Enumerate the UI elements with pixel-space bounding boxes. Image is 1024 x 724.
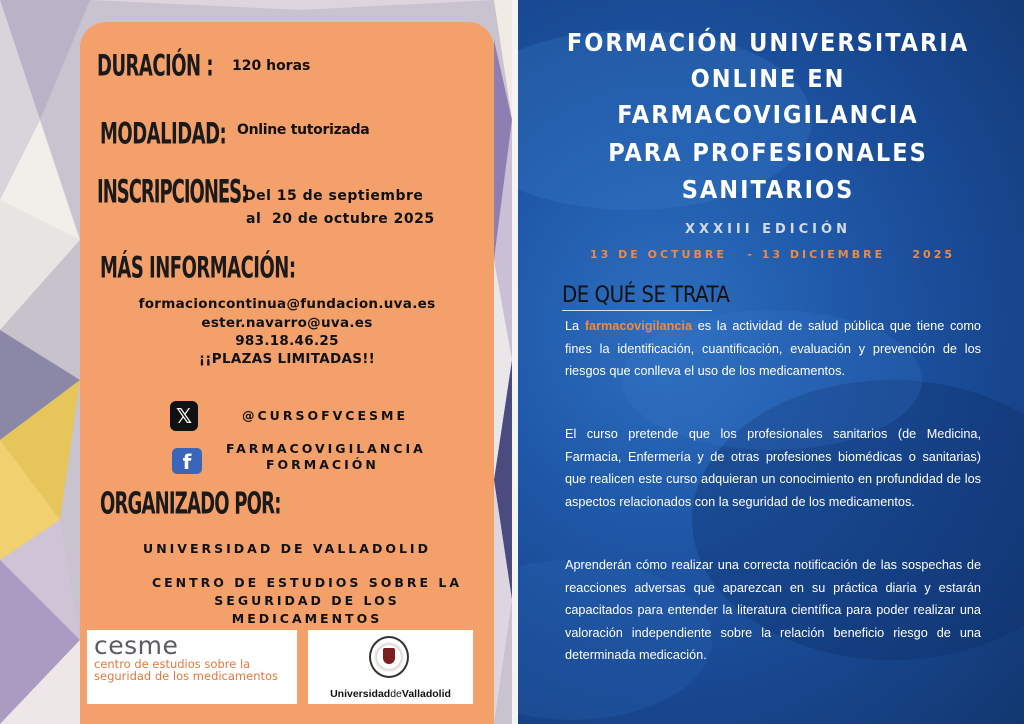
course-title-line3: FARMACOVIGILANCIA xyxy=(617,100,919,129)
inscripciones-line2: al 20 de octubre 2025 xyxy=(246,211,435,227)
course-dates: 13 DE OCTUBRE - 13 DICIEMBRE 2025 xyxy=(590,248,956,261)
uva-seal-icon xyxy=(369,636,409,678)
email-primary[interactable]: formacioncontinua@fundacion.uva.es xyxy=(138,296,436,312)
facebook-page-line2[interactable]: FORMACIÓN xyxy=(266,457,379,472)
cesme-logo-sub2: seguridad de los medicamentos xyxy=(94,669,279,683)
description-paragraph-3: Aprenderán cómo realizar una correcta notificación de las sospechas de reacciones adversas que aparezcan en su práctica diaria y estarán capacitados para entender la literatura científica para poder realizar una valoración independiente sobre la relación beneficio riesgo de una determinada medicación. xyxy=(565,558,981,662)
uva-logo-text xyxy=(308,688,473,700)
cesme-logo xyxy=(87,630,297,704)
course-title-line4: PARA PROFESIONALES xyxy=(608,138,928,167)
x-logo-icon[interactable]: 𝕏 xyxy=(170,401,198,431)
duracion-value: 120 horas xyxy=(232,58,311,74)
email-secondary[interactable]: ester.navarro@uva.es xyxy=(201,315,373,331)
phone-number[interactable]: 983.18.46.25 xyxy=(235,333,339,349)
cesme-logo-subtitle xyxy=(94,658,278,682)
uva-logo-text-c: Valladolid xyxy=(401,688,451,700)
inscripciones-line1: Del 15 de septiembre xyxy=(244,188,424,204)
section-underline xyxy=(562,310,712,311)
duracion-label: DURACIÓN : xyxy=(97,48,214,83)
organizer-cesme-line3: MEDICAMENTOS xyxy=(231,611,383,626)
mas-info-label: MÁS INFORMACIÓN: xyxy=(100,250,296,285)
cesme-logo-sub1: centro de estudios sobre la xyxy=(94,657,251,671)
course-title-line2: ONLINE EN xyxy=(690,64,846,93)
inscripciones-label: INSCRIPCIONES: xyxy=(97,172,248,211)
uva-logo-text-b: de xyxy=(390,688,402,700)
organizer-cesme-line2: SEGURIDAD DE LOS xyxy=(214,593,400,608)
cesme-logo-text: cesme xyxy=(94,631,179,660)
course-title-line1: FORMACIÓN UNIVERSITARIA xyxy=(566,28,970,57)
facebook-page-line1[interactable]: FARMACOVIGILANCIA xyxy=(226,441,426,456)
organizer-cesme-line1: CENTRO DE ESTUDIOS SOBRE LA xyxy=(151,575,463,590)
plazas-limitadas: ¡¡PLAZAS LIMITADAS!! xyxy=(198,351,376,367)
section-title: DE QUÉ SE TRATA xyxy=(562,283,730,308)
edition-label: XXXIII EDICIÓN xyxy=(685,222,851,237)
modalidad-label: MODALIDAD: xyxy=(100,116,227,151)
p1-post: es la actividad de salud pública que tiene como fines la identificación, cuantificación, evaluación y prevención de los riesgos que conlleva el uso de los medicamentos. xyxy=(565,319,981,378)
organizado-label: ORGANIZADO POR: xyxy=(100,485,281,521)
twitter-handle[interactable]: @CURSOFVCESME xyxy=(242,408,408,423)
uva-logo-text-a: Universidad xyxy=(330,688,391,700)
uva-logo xyxy=(308,630,473,704)
p1-highlight: farmacovigilancia xyxy=(584,319,692,333)
description-paragraph-1 xyxy=(565,315,981,383)
facebook-icon[interactable]: f xyxy=(172,448,202,474)
description-paragraph-2: El curso pretende que los profesionales sanitarios (de Medicina, Farmacia, Enfermería y de otras profesiones biomédicas o sanitarias) que realicen este curso adquieran un conocimiento en profundidad de los aspectos relacionados con la seguridad de los medicamentos. xyxy=(565,427,981,509)
course-title-line5: SANITARIOS xyxy=(681,175,855,204)
modalidad-value: Online tutorizada xyxy=(237,122,370,138)
p1-pre: La xyxy=(565,319,585,333)
organizer-uva: UNIVERSIDAD DE VALLADOLID xyxy=(143,541,431,556)
